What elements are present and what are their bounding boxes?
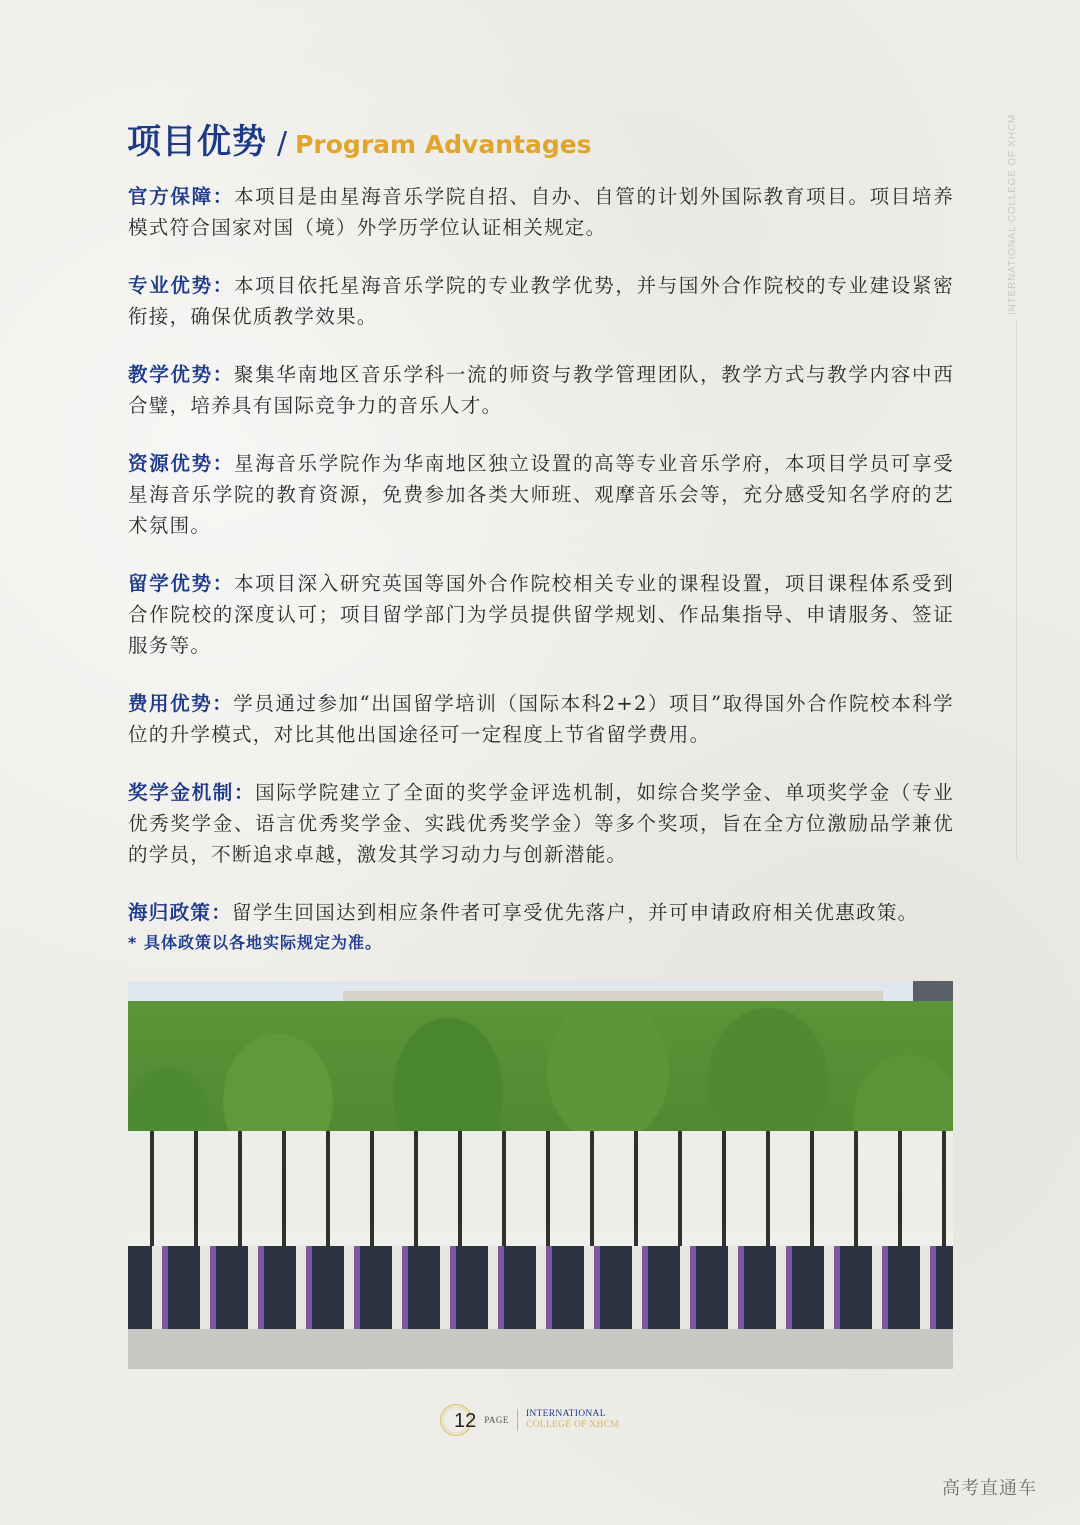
advantage-body: 学员通过参加“出国留学培训（国际本科2+2）项目”取得国外合作院校本科学位的升学模式，对比其他出国途径可一定程度上节省留学费用。 (128, 692, 954, 746)
advantage-label: 费用优势： (128, 692, 234, 715)
advantage-cost (128, 688, 954, 750)
advantage-label: 教学优势： (128, 363, 234, 386)
advantage-body: 聚集华南地区音乐学科一流的师资与教学管理团队，教学方式与教学内容中西合璧，培养具有国际竞争力的音乐人才。 (128, 363, 954, 417)
photo-front-row (128, 1246, 953, 1341)
footer-divider (517, 1409, 518, 1431)
side-college-label: INTERNATIONAL COLLEGE OF XHCM (1007, 113, 1018, 315)
advantage-label: 官方保障： (128, 185, 234, 208)
page-footer (440, 1404, 619, 1436)
advantage-major (128, 270, 954, 332)
advantage-body: 留学生回国达到相应条件者可享受优先落户，并可申请政府相关优惠政策。 (232, 901, 919, 924)
advantage-label: 留学优势： (128, 572, 234, 595)
advantage-label: 奖学金机制： (128, 781, 256, 804)
advantage-label: 海归政策： (128, 901, 233, 924)
advantage-body: 本项目依托星海音乐学院的专业教学优势，并与国外合作院校的专业建设紧密衔接，确保优质教学效果。 (128, 274, 954, 328)
watermark: 高考直通车 (942, 1478, 1037, 1499)
advantage-resources (128, 448, 954, 541)
college-line2: COLLEGE OF XHCM (525, 1420, 620, 1430)
college-name (526, 1409, 619, 1431)
advantage-scholarship (128, 777, 954, 870)
advantage-returnee-policy (128, 897, 954, 928)
title-separator: / (277, 126, 288, 161)
advantage-label: 专业优势： (128, 274, 234, 297)
side-divider-line (1016, 320, 1017, 860)
advantage-teaching (128, 359, 954, 421)
title-chinese: 项目优势 (127, 122, 267, 162)
photo-ground (128, 1329, 953, 1369)
page-number: 12 (454, 1409, 477, 1432)
advantage-label: 资源优势： (128, 452, 234, 475)
group-photo (128, 981, 953, 1369)
advantage-body: 国际学院建立了全面的奖学金评选机制，如综合奖学金、单项奖学金（专业优秀奖学金、语言优秀奖学金、实践优秀奖学金）等多个奖项，旨在全方位激励品学兼优的学员，不断追求卓越，激发其学习动力与创新潜能。 (128, 781, 954, 866)
policy-footnote: * 具体政策以各地实际规定为准。 (128, 933, 382, 952)
advantage-body: 本项目是由星海音乐学院自招、自办、自管的计划外国际教育项目。项目培养模式符合国家对国（境）外学历学位认证相关规定。 (128, 185, 954, 239)
advantages-list (128, 181, 954, 953)
advantage-official (128, 181, 954, 243)
page-title (127, 114, 592, 163)
page-word: PAGE (484, 1415, 509, 1425)
college-line1: INTERNATIONAL (525, 1409, 606, 1419)
advantage-study-abroad (128, 568, 954, 661)
advantage-body: 本项目深入研究英国等国外合作院校相关专业的课程设置，项目课程体系受到合作院校的深度认可；项目留学部门为学员提供留学规划、作品集指导、申请服务、签证服务等。 (128, 572, 954, 657)
title-english: Program Advantages (295, 130, 592, 159)
advantage-body: 星海音乐学院作为华南地区独立设置的高等专业音乐学府，本项目学员可享受星海音乐学院的教育资源，免费参加各类大师班、观摩音乐会等，充分感受知名学府的艺术氛围。 (128, 452, 954, 537)
